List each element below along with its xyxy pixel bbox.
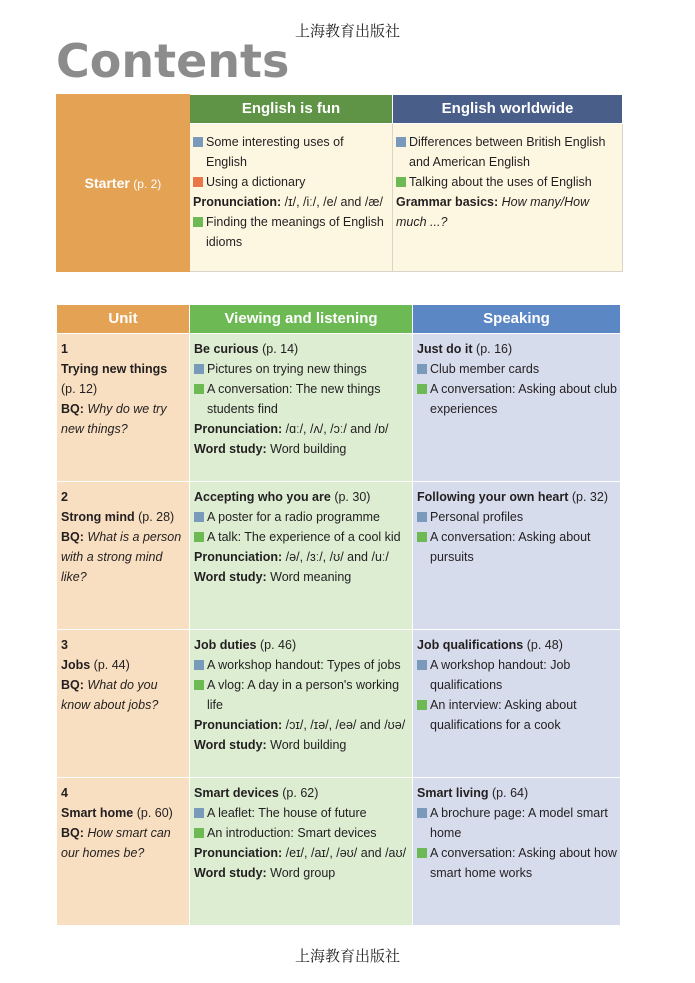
viewing-cell bbox=[190, 334, 413, 482]
viewing-cell bbox=[190, 630, 413, 778]
speaking-cell bbox=[413, 482, 621, 630]
word-study-line: Word study: Word building bbox=[194, 738, 347, 752]
section-title: Job duties (p. 46) bbox=[194, 638, 297, 652]
unit-cell[interactable] bbox=[57, 778, 190, 926]
blue-square-icon bbox=[417, 660, 427, 670]
list-item: Some interesting uses of English bbox=[193, 132, 388, 172]
green-square-icon bbox=[194, 828, 204, 838]
word-study-line: Word study: Word building bbox=[194, 442, 347, 456]
big-question: BQ: How smart can our homes be? bbox=[61, 826, 171, 860]
viewing-cell bbox=[190, 482, 413, 630]
list-item: A workshop handout: Job qualifications bbox=[417, 655, 617, 695]
starter-table bbox=[56, 94, 623, 272]
list-item: A poster for a radio programme bbox=[194, 507, 409, 527]
speaking-cell bbox=[413, 334, 621, 482]
grammar-line: Grammar basics: How many/How much ...? bbox=[396, 195, 590, 229]
pronunciation-line: Pronunciation: /ɪ/, /iː/, /e/ and /æ/ bbox=[193, 195, 383, 209]
list-item: A vlog: A day in a person's working life bbox=[194, 675, 409, 715]
table-row bbox=[57, 630, 621, 778]
list-item: A conversation: Asking about pursuits bbox=[417, 527, 617, 567]
section-title: Smart devices (p. 62) bbox=[194, 786, 319, 800]
starter-col-1 bbox=[190, 124, 393, 272]
big-question: BQ: What do you know about jobs? bbox=[61, 678, 159, 712]
blue-square-icon bbox=[417, 364, 427, 374]
green-square-icon bbox=[194, 532, 204, 542]
table-row bbox=[57, 334, 621, 482]
unit-cell[interactable] bbox=[57, 630, 190, 778]
section-title: Job qualifications (p. 48) bbox=[417, 638, 563, 652]
pronunciation-line: Pronunciation: /ɔɪ/, /ɪə/, /eə/ and /ʊə/ bbox=[194, 718, 406, 732]
starter-label: Starter bbox=[84, 174, 130, 191]
green-square-icon bbox=[396, 177, 406, 187]
section-title: Be curious (p. 14) bbox=[194, 342, 299, 356]
unit-title: Trying new things bbox=[61, 362, 168, 376]
units-table bbox=[56, 304, 621, 926]
publisher-header: 上海教育出版社 bbox=[294, 22, 400, 40]
page-title: Contents bbox=[56, 34, 290, 88]
pronunciation-line: Pronunciation: /eɪ/, /aɪ/, /əʊ/ and /aʊ/ bbox=[194, 846, 407, 860]
section-title: Accepting who you are (p. 30) bbox=[194, 490, 371, 504]
green-square-icon bbox=[417, 532, 427, 542]
header-unit: Unit bbox=[57, 305, 190, 334]
viewing-cell bbox=[190, 778, 413, 926]
unit-title-line: Smart home (p. 60) bbox=[61, 806, 173, 820]
list-item: Talking about the uses of English bbox=[396, 172, 618, 192]
green-square-icon bbox=[417, 700, 427, 710]
list-item: Pictures on trying new things bbox=[194, 359, 409, 379]
green-square-icon bbox=[194, 680, 204, 690]
list-item: A conversation: Asking about club experiences bbox=[417, 379, 617, 419]
list-item: A workshop handout: Types of jobs bbox=[194, 655, 409, 675]
list-item: A talk: The experience of a cool kid bbox=[194, 527, 409, 547]
section-title: Just do it (p. 16) bbox=[417, 342, 513, 356]
list-item: A leaflet: The house of future bbox=[194, 803, 409, 823]
starter-header-english-is-fun: English is fun bbox=[190, 95, 393, 124]
big-question: BQ: What is a person with a strong mind like? bbox=[61, 530, 182, 584]
unit-number: 3 bbox=[61, 638, 68, 652]
speaking-cell bbox=[413, 778, 621, 926]
unit-number: 4 bbox=[61, 786, 68, 800]
header-speaking: Speaking bbox=[413, 305, 621, 334]
green-square-icon bbox=[417, 848, 427, 858]
starter-header-english-worldwide: English worldwide bbox=[393, 95, 623, 124]
speaking-cell bbox=[413, 630, 621, 778]
word-study-line: Word study: Word group bbox=[194, 866, 336, 880]
starter-col-2 bbox=[393, 124, 623, 272]
list-item: A brochure page: A model smart home bbox=[417, 803, 617, 843]
green-square-icon bbox=[417, 384, 427, 394]
pronunciation-line: Pronunciation: /ə/, /ɜː/, /ʊ/ and /uː/ bbox=[194, 550, 389, 564]
unit-title-line: Strong mind (p. 28) bbox=[61, 510, 175, 524]
unit-title-line: Jobs (p. 44) bbox=[61, 658, 130, 672]
unit-cell[interactable] bbox=[57, 482, 190, 630]
list-item: A conversation: The new things students find bbox=[194, 379, 409, 419]
unit-number: 2 bbox=[61, 490, 68, 504]
starter-label-cell[interactable] bbox=[57, 95, 190, 272]
starter-page: (p. 2) bbox=[133, 176, 162, 191]
green-square-icon bbox=[193, 217, 203, 227]
pronunciation-line: Pronunciation: /ɑː/, /ʌ/, /ɔː/ and /ɒ/ bbox=[194, 422, 389, 436]
section-title: Following your own heart (p. 32) bbox=[417, 490, 608, 504]
list-item: Finding the meanings of English idioms bbox=[193, 212, 388, 252]
blue-square-icon bbox=[396, 137, 406, 147]
list-item: Differences between British English and American English bbox=[396, 132, 618, 172]
section-title: Smart living (p. 64) bbox=[417, 786, 529, 800]
list-item: An interview: Asking about qualifications for a cook bbox=[417, 695, 617, 735]
blue-square-icon bbox=[417, 512, 427, 522]
unit-number: 1 bbox=[61, 342, 68, 356]
blue-square-icon bbox=[193, 137, 203, 147]
list-item: An introduction: Smart devices bbox=[194, 823, 409, 843]
table-row bbox=[57, 482, 621, 630]
header-viewing-listening: Viewing and listening bbox=[190, 305, 413, 334]
green-square-icon bbox=[194, 384, 204, 394]
orange-square-icon bbox=[193, 177, 203, 187]
list-item: Using a dictionary bbox=[193, 172, 388, 192]
big-question: BQ: Why do we try new things? bbox=[61, 402, 167, 436]
publisher-footer: 上海教育出版社 bbox=[294, 947, 400, 965]
list-item: Personal profiles bbox=[417, 507, 617, 527]
blue-square-icon bbox=[194, 660, 204, 670]
table-row bbox=[57, 778, 621, 926]
blue-square-icon bbox=[194, 364, 204, 374]
blue-square-icon bbox=[194, 512, 204, 522]
blue-square-icon bbox=[194, 808, 204, 818]
blue-square-icon bbox=[417, 808, 427, 818]
unit-cell[interactable] bbox=[57, 334, 190, 482]
list-item: A conversation: Asking about how smart home works bbox=[417, 843, 617, 883]
unit-page: (p. 12) bbox=[61, 382, 98, 396]
word-study-line: Word study: Word meaning bbox=[194, 570, 352, 584]
list-item: Club member cards bbox=[417, 359, 617, 379]
